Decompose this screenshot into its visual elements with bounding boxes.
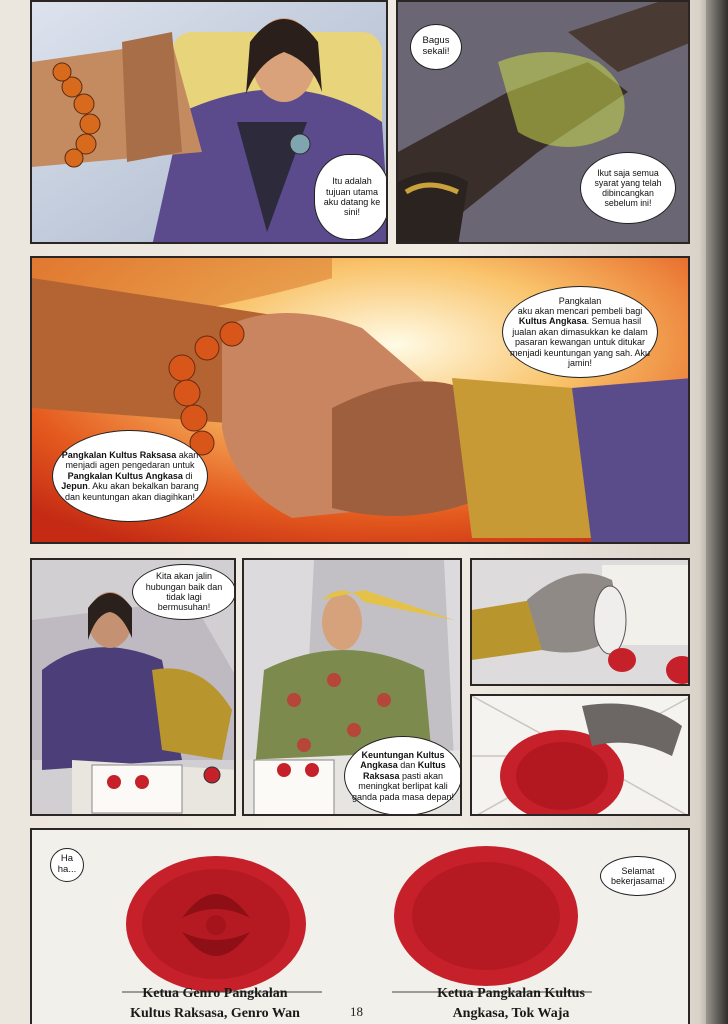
speech-text: . Aku akan bekalkan barang dan keuntungan akan diagihkan! (64, 481, 199, 502)
speech-bold-kultus-angkasa: Kultus Angkasa (518, 316, 587, 327)
caption-line: Ketua Genro Pangkalan (142, 986, 288, 1001)
panel-6-art (472, 560, 690, 686)
speech-text: aku akan mencari pembeli bagi (517, 306, 643, 317)
panel-3-handshake (30, 256, 690, 544)
panel-1-genro-wan-seated (30, 0, 388, 244)
speech-text: dan (397, 760, 418, 771)
speech-bubble-selamat-bekerjasama: Selamat bekerjasama! (600, 856, 676, 896)
speech-bubble-genro-wan: Itu adalah tujuan utama aku datang ke sini! (314, 154, 388, 240)
speech-bubble-bagus-sekali: Bagus sekali! (410, 24, 462, 70)
speech-bold-kultus-raksasa: Kultus Raksasa (362, 760, 446, 781)
book-spine-shadow (706, 0, 728, 1024)
speech-bubble-ha-ha: Ha ha... (50, 848, 84, 882)
speech-bold-pangkalan-kultus-angkasa: Pangkalan Kultus Angkasa (67, 470, 183, 481)
speech-bold-pangkalan-kultus-raksasa: Pangkalan Kultus Raksasa (61, 450, 177, 461)
speech-bubble-keuntungan (344, 736, 462, 816)
panel-7-wax-seal-stamp (470, 694, 690, 816)
speech-bold-jepun: Jepun (61, 481, 88, 492)
caption-line: Kultus Raksasa, Genro Wan (130, 1005, 300, 1021)
panel-8-signatures-with-seals (30, 828, 690, 1024)
speech-line-pangkalan: Pangkalan (558, 295, 602, 306)
page-number: 18 (350, 1004, 363, 1019)
speech-text: . Semua hasil jualan akan dimasukkan ke dalam pasaran kewangan untuk ditukar menjadi keuntungan yang sah. Aku jamin! (509, 316, 651, 368)
signature-caption-genro-wan (80, 984, 350, 1023)
panel-4-genro-wan-desk (30, 558, 236, 816)
speech-bubble-tok-waja-pledge (502, 286, 658, 378)
speech-text: pasti akan meningkat berlipat kali ganda pada masa depan! (351, 770, 455, 802)
caption-line: Ketua Pangkalan Kultus (437, 986, 585, 1001)
panel-2-glowing-hand (396, 0, 690, 244)
panel-5-tok-waja-seated (242, 558, 462, 816)
panel-7-art (472, 696, 690, 816)
speech-bold-keuntungan-kultus-angkasa: Keuntungan Kultus Angkasa (360, 750, 445, 771)
speech-text: di (182, 470, 193, 481)
panel-6-stamp-in-hand (470, 558, 690, 686)
speech-bubble-ikut-syarat: Ikut saja semua syarat yang telah dibincangkan sebelum ini! (580, 152, 676, 224)
speech-bubble-jalin-hubungan: Kita akan jalin hubungan baik dan tidak lagi bermusuhan! (132, 564, 236, 620)
caption-line: Angkasa, Tok Waja (452, 1005, 570, 1021)
speech-text: akan menjadi agen pengedaran untuk (65, 450, 199, 471)
speech-bubble-genro-wan-pledge (52, 430, 208, 522)
signature-caption-tok-waja (376, 984, 646, 1023)
